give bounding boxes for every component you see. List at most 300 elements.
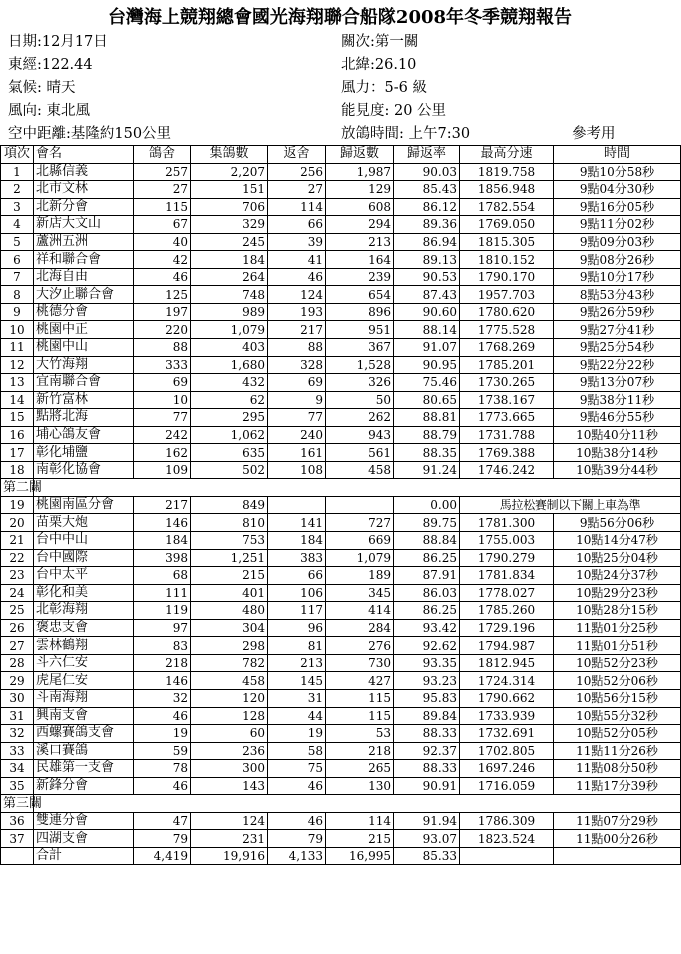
top-speed: 1785.201	[460, 356, 554, 374]
return-rate: 90.95	[394, 356, 460, 374]
row-index: 19	[1, 496, 34, 514]
club-name: 北海自由	[34, 268, 134, 286]
return-rate: 88.33	[394, 725, 460, 743]
collected: 1,062	[191, 426, 268, 444]
returned-count: 345	[326, 584, 394, 602]
returned-lofts: 19	[268, 725, 326, 743]
row-index: 3	[1, 198, 34, 216]
row-index: 32	[1, 725, 34, 743]
return-rate: 93.23	[394, 672, 460, 690]
table-row	[1, 777, 681, 795]
wind-direction: 風向: 東北風	[8, 103, 90, 119]
row-index: 37	[1, 830, 34, 848]
lofts: 218	[134, 654, 191, 672]
top-speed: 1856.948	[460, 181, 554, 199]
table-row	[1, 321, 681, 339]
top-speed: 1724.314	[460, 672, 554, 690]
collected: 502	[191, 461, 268, 479]
row-index: 6	[1, 251, 34, 269]
top-speed: 1773.665	[460, 409, 554, 427]
lofts: 67	[134, 216, 191, 234]
table-row	[1, 268, 681, 286]
returned-lofts: 96	[268, 619, 326, 637]
returned-lofts: 81	[268, 637, 326, 655]
arrival-time: 10點52分23秒	[554, 654, 681, 672]
returned-count: 458	[326, 461, 394, 479]
collected: 810	[191, 514, 268, 532]
row-index: 10	[1, 321, 34, 339]
arrival-time: 10點56分15秒	[554, 689, 681, 707]
collected: 300	[191, 760, 268, 778]
returned-lofts: 240	[268, 426, 326, 444]
club-name: 斗六仁安	[34, 654, 134, 672]
col-header-index: 項次	[1, 146, 34, 164]
collected: 298	[191, 637, 268, 655]
return-rate: 93.35	[394, 654, 460, 672]
col-header-club: 會名	[34, 146, 134, 164]
top-speed: 1775.528	[460, 321, 554, 339]
section-row	[1, 795, 681, 813]
arrival-time: 9點09分03秒	[554, 233, 681, 251]
club-name: 桃園中正	[34, 321, 134, 339]
table-row	[1, 637, 681, 655]
marathon-note: 馬拉松賽制以下關上車為準	[460, 496, 681, 514]
table-row	[1, 496, 681, 514]
returned-count: 1,528	[326, 356, 394, 374]
table-row	[1, 409, 681, 427]
arrival-time: 9點26分59秒	[554, 303, 681, 321]
return-rate: 87.91	[394, 567, 460, 585]
returned-count: 943	[326, 426, 394, 444]
table-row	[1, 356, 681, 374]
arrival-time: 10點29分23秒	[554, 584, 681, 602]
returned-lofts: 161	[268, 444, 326, 462]
collected: 143	[191, 777, 268, 795]
returned-lofts: 328	[268, 356, 326, 374]
return-rate: 86.94	[394, 233, 460, 251]
collected: 1,079	[191, 321, 268, 339]
return-rate: 89.84	[394, 707, 460, 725]
lofts: 32	[134, 689, 191, 707]
club-name: 南彰化協會	[34, 461, 134, 479]
table-row	[1, 374, 681, 392]
club-name: 北市文林	[34, 181, 134, 199]
table-row	[1, 742, 681, 760]
top-speed: 1780.620	[460, 303, 554, 321]
return-rate: 88.14	[394, 321, 460, 339]
arrival-time: 8點53分43秒	[554, 286, 681, 304]
results-table	[0, 145, 681, 865]
returned-count: 896	[326, 303, 394, 321]
top-speed: 1790.170	[460, 268, 554, 286]
returned-lofts: 39	[268, 233, 326, 251]
table-row	[1, 567, 681, 585]
lofts: 47	[134, 812, 191, 830]
return-rate: 88.84	[394, 532, 460, 550]
returned-lofts: 213	[268, 654, 326, 672]
returned-count: 129	[326, 181, 394, 199]
table-row	[1, 233, 681, 251]
arrival-time: 9點46分55秒	[554, 409, 681, 427]
section-row	[1, 479, 681, 497]
top-speed: 1732.691	[460, 725, 554, 743]
row-index: 35	[1, 777, 34, 795]
arrival-time: 9點16分05秒	[554, 198, 681, 216]
release-time: 放鴿時間: 上午7:30	[341, 126, 471, 142]
lofts: 78	[134, 760, 191, 778]
collected: 236	[191, 742, 268, 760]
row-index: 28	[1, 654, 34, 672]
total-row	[1, 847, 681, 865]
return-rate: 89.13	[394, 251, 460, 269]
top-speed: 1778.027	[460, 584, 554, 602]
collected: 231	[191, 830, 268, 848]
col-header-returned-lofts: 返舍	[268, 146, 326, 164]
returned-lofts: 141	[268, 514, 326, 532]
top-speed: 1823.524	[460, 830, 554, 848]
returned-count: 951	[326, 321, 394, 339]
returned-count: 115	[326, 689, 394, 707]
club-name: 大汐止聯合會	[34, 286, 134, 304]
returned-lofts: 66	[268, 567, 326, 585]
row-index: 21	[1, 532, 34, 550]
return-rate: 87.43	[394, 286, 460, 304]
return-rate: 88.35	[394, 444, 460, 462]
return-rate: 0.00	[394, 496, 460, 514]
table-row	[1, 619, 681, 637]
lofts: 27	[134, 181, 191, 199]
returned-lofts: 184	[268, 532, 326, 550]
top-speed: 1738.167	[460, 391, 554, 409]
top-speed: 1781.300	[460, 514, 554, 532]
club-name: 祥和聯合會	[34, 251, 134, 269]
col-header-top-speed: 最高分速	[460, 146, 554, 164]
top-speed: 1957.703	[460, 286, 554, 304]
club-name: 台中國際	[34, 549, 134, 567]
lofts: 119	[134, 602, 191, 620]
collected: 432	[191, 374, 268, 392]
lofts: 69	[134, 374, 191, 392]
row-index: 1	[1, 163, 34, 181]
section-label: 第三關	[1, 795, 34, 813]
top-speed: 1781.834	[460, 567, 554, 585]
returned-count: 284	[326, 619, 394, 637]
lofts: 83	[134, 637, 191, 655]
lofts: 257	[134, 163, 191, 181]
table-row	[1, 812, 681, 830]
returned-lofts: 114	[268, 198, 326, 216]
club-name: 蘆洲五洲	[34, 233, 134, 251]
returned-count: 276	[326, 637, 394, 655]
returned-count: 130	[326, 777, 394, 795]
club-name: 新鋒分會	[34, 777, 134, 795]
returned-count: 189	[326, 567, 394, 585]
lofts: 97	[134, 619, 191, 637]
club-name: 北彰海翔	[34, 602, 134, 620]
table-row	[1, 707, 681, 725]
top-speed: 1815.305	[460, 233, 554, 251]
col-header-time: 時間	[554, 146, 681, 164]
table-row	[1, 672, 681, 690]
row-index: 15	[1, 409, 34, 427]
top-speed: 1702.805	[460, 742, 554, 760]
club-name: 彰化和美	[34, 584, 134, 602]
collected: 124	[191, 812, 268, 830]
return-rate: 89.75	[394, 514, 460, 532]
lofts: 111	[134, 584, 191, 602]
returned-count: 669	[326, 532, 394, 550]
arrival-time: 9點08分26秒	[554, 251, 681, 269]
returned-count: 218	[326, 742, 394, 760]
club-name: 雙連分會	[34, 812, 134, 830]
lofts: 333	[134, 356, 191, 374]
return-rate: 91.94	[394, 812, 460, 830]
top-speed: 1769.050	[460, 216, 554, 234]
returned-lofts: 88	[268, 339, 326, 357]
table-row	[1, 654, 681, 672]
return-rate: 90.91	[394, 777, 460, 795]
club-name: 新竹富林	[34, 391, 134, 409]
return-rate: 75.46	[394, 374, 460, 392]
club-name: 彰化埔鹽	[34, 444, 134, 462]
returned-lofts: 75	[268, 760, 326, 778]
lofts: 146	[134, 672, 191, 690]
table-row	[1, 286, 681, 304]
lofts: 184	[134, 532, 191, 550]
collected: 1,680	[191, 356, 268, 374]
top-speed: 1812.945	[460, 654, 554, 672]
arrival-time: 10點25分04秒	[554, 549, 681, 567]
col-header-return-rate: 歸返率	[394, 146, 460, 164]
returned-count: 50	[326, 391, 394, 409]
return-rate: 92.62	[394, 637, 460, 655]
returned-lofts: 106	[268, 584, 326, 602]
collected: 295	[191, 409, 268, 427]
returned-count: 215	[326, 830, 394, 848]
col-header-lofts: 鴿舍	[134, 146, 191, 164]
returned-count: 1,987	[326, 163, 394, 181]
arrival-time: 9點25分54秒	[554, 339, 681, 357]
collected: 989	[191, 303, 268, 321]
club-name: 大竹海翔	[34, 356, 134, 374]
table-row	[1, 602, 681, 620]
header-row	[1, 146, 681, 164]
returned-count: 414	[326, 602, 394, 620]
arrival-time: 10點24分37秒	[554, 567, 681, 585]
top-speed: 1730.265	[460, 374, 554, 392]
collected: 329	[191, 216, 268, 234]
lofts: 125	[134, 286, 191, 304]
club-name: 桃園南區分會	[34, 496, 134, 514]
table-row	[1, 391, 681, 409]
row-index: 5	[1, 233, 34, 251]
collected: 151	[191, 181, 268, 199]
return-rate: 89.36	[394, 216, 460, 234]
collected: 849	[191, 496, 268, 514]
club-name: 埔心鴿友會	[34, 426, 134, 444]
section-spacer	[34, 795, 681, 813]
arrival-time: 10點14分47秒	[554, 532, 681, 550]
collected: 184	[191, 251, 268, 269]
table-row	[1, 532, 681, 550]
section-label: 第二關	[1, 479, 34, 497]
table-row	[1, 725, 681, 743]
table-row	[1, 303, 681, 321]
row-index: 16	[1, 426, 34, 444]
returned-count: 262	[326, 409, 394, 427]
club-name: 西螺賽鴿支會	[34, 725, 134, 743]
return-rate: 85.43	[394, 181, 460, 199]
total-time	[554, 847, 681, 865]
visibility: 能見度: 20 公里	[341, 103, 447, 119]
lofts: 242	[134, 426, 191, 444]
row-index: 13	[1, 374, 34, 392]
top-speed: 1697.246	[460, 760, 554, 778]
returned-lofts: 124	[268, 286, 326, 304]
club-name: 斗南海翔	[34, 689, 134, 707]
table-row	[1, 181, 681, 199]
row-index: 17	[1, 444, 34, 462]
row-index: 31	[1, 707, 34, 725]
returned-count: 326	[326, 374, 394, 392]
club-name: 興南支會	[34, 707, 134, 725]
collected: 245	[191, 233, 268, 251]
row-index: 8	[1, 286, 34, 304]
collected: 120	[191, 689, 268, 707]
top-speed: 1790.662	[460, 689, 554, 707]
arrival-time: 9點56分06秒	[554, 514, 681, 532]
collected: 753	[191, 532, 268, 550]
table-row	[1, 444, 681, 462]
return-rate: 91.07	[394, 339, 460, 357]
club-name: 四湖支會	[34, 830, 134, 848]
arrival-time: 11點00分26秒	[554, 830, 681, 848]
arrival-time: 11點08分50秒	[554, 760, 681, 778]
row-index: 27	[1, 637, 34, 655]
lofts: 46	[134, 268, 191, 286]
returned-count: 265	[326, 760, 394, 778]
row-index: 22	[1, 549, 34, 567]
top-speed: 1729.196	[460, 619, 554, 637]
arrival-time: 9點38分11秒	[554, 391, 681, 409]
arrival-time: 11點17分39秒	[554, 777, 681, 795]
arrival-time: 9點22分22秒	[554, 356, 681, 374]
arrival-time: 10點38分14秒	[554, 444, 681, 462]
release-longitude: 東經:122.44	[8, 57, 93, 73]
wind-force: 風力：5-6 級	[341, 80, 427, 96]
arrival-time: 9點10分58秒	[554, 163, 681, 181]
club-name: 民雄第一支會	[34, 760, 134, 778]
return-rate: 86.03	[394, 584, 460, 602]
table-row	[1, 251, 681, 269]
return-rate: 90.53	[394, 268, 460, 286]
top-speed: 1810.152	[460, 251, 554, 269]
total-returned-lofts: 4,133	[268, 847, 326, 865]
returned-count: 53	[326, 725, 394, 743]
return-rate: 86.25	[394, 602, 460, 620]
arrival-time: 11點11分26秒	[554, 742, 681, 760]
collected: 62	[191, 391, 268, 409]
return-rate: 93.07	[394, 830, 460, 848]
lofts: 77	[134, 409, 191, 427]
lofts: 162	[134, 444, 191, 462]
row-index: 26	[1, 619, 34, 637]
arrival-time: 9點27分41秒	[554, 321, 681, 339]
top-speed: 1786.309	[460, 812, 554, 830]
row-index: 24	[1, 584, 34, 602]
arrival-time: 11點01分25秒	[554, 619, 681, 637]
returned-lofts: 256	[268, 163, 326, 181]
returned-lofts: 46	[268, 268, 326, 286]
collected: 215	[191, 567, 268, 585]
total-return-rate: 85.33	[394, 847, 460, 865]
collected: 480	[191, 602, 268, 620]
table-row	[1, 760, 681, 778]
lofts: 197	[134, 303, 191, 321]
arrival-time: 10點52分06秒	[554, 672, 681, 690]
returned-lofts: 383	[268, 549, 326, 567]
returned-lofts: 217	[268, 321, 326, 339]
returned-count: 164	[326, 251, 394, 269]
row-index: 7	[1, 268, 34, 286]
returned-lofts: 58	[268, 742, 326, 760]
release-latitude: 北緯:26.10	[341, 57, 417, 73]
table-row	[1, 514, 681, 532]
club-name: 新店大文山	[34, 216, 134, 234]
returned-count: 239	[326, 268, 394, 286]
collected: 403	[191, 339, 268, 357]
returned-count: 427	[326, 672, 394, 690]
collected: 1,251	[191, 549, 268, 567]
club-name: 點將北海	[34, 409, 134, 427]
row-index: 29	[1, 672, 34, 690]
table-row	[1, 426, 681, 444]
table-row	[1, 549, 681, 567]
row-index: 4	[1, 216, 34, 234]
club-name: 褒忠支會	[34, 619, 134, 637]
club-name: 宜南聯合會	[34, 374, 134, 392]
returned-lofts: 79	[268, 830, 326, 848]
return-rate: 86.25	[394, 549, 460, 567]
arrival-time: 10點55分32秒	[554, 707, 681, 725]
col-header-collected: 集鴿數	[191, 146, 268, 164]
returned-lofts: 46	[268, 777, 326, 795]
collected: 128	[191, 707, 268, 725]
top-speed: 1716.059	[460, 777, 554, 795]
collected: 60	[191, 725, 268, 743]
lofts: 68	[134, 567, 191, 585]
returned-count: 115	[326, 707, 394, 725]
row-index: 20	[1, 514, 34, 532]
returned-count: 1,079	[326, 549, 394, 567]
lofts: 46	[134, 707, 191, 725]
row-index: 33	[1, 742, 34, 760]
return-rate: 90.03	[394, 163, 460, 181]
arrival-time: 10點40分11秒	[554, 426, 681, 444]
returned-lofts: 44	[268, 707, 326, 725]
club-name: 台中太平	[34, 567, 134, 585]
collected: 782	[191, 654, 268, 672]
returned-count	[326, 496, 394, 514]
collected: 401	[191, 584, 268, 602]
arrival-time: 9點11分02秒	[554, 216, 681, 234]
return-rate: 88.79	[394, 426, 460, 444]
club-name: 溪口賽鴿	[34, 742, 134, 760]
lofts: 146	[134, 514, 191, 532]
table-row	[1, 216, 681, 234]
returned-count: 294	[326, 216, 394, 234]
top-speed: 1731.788	[460, 426, 554, 444]
